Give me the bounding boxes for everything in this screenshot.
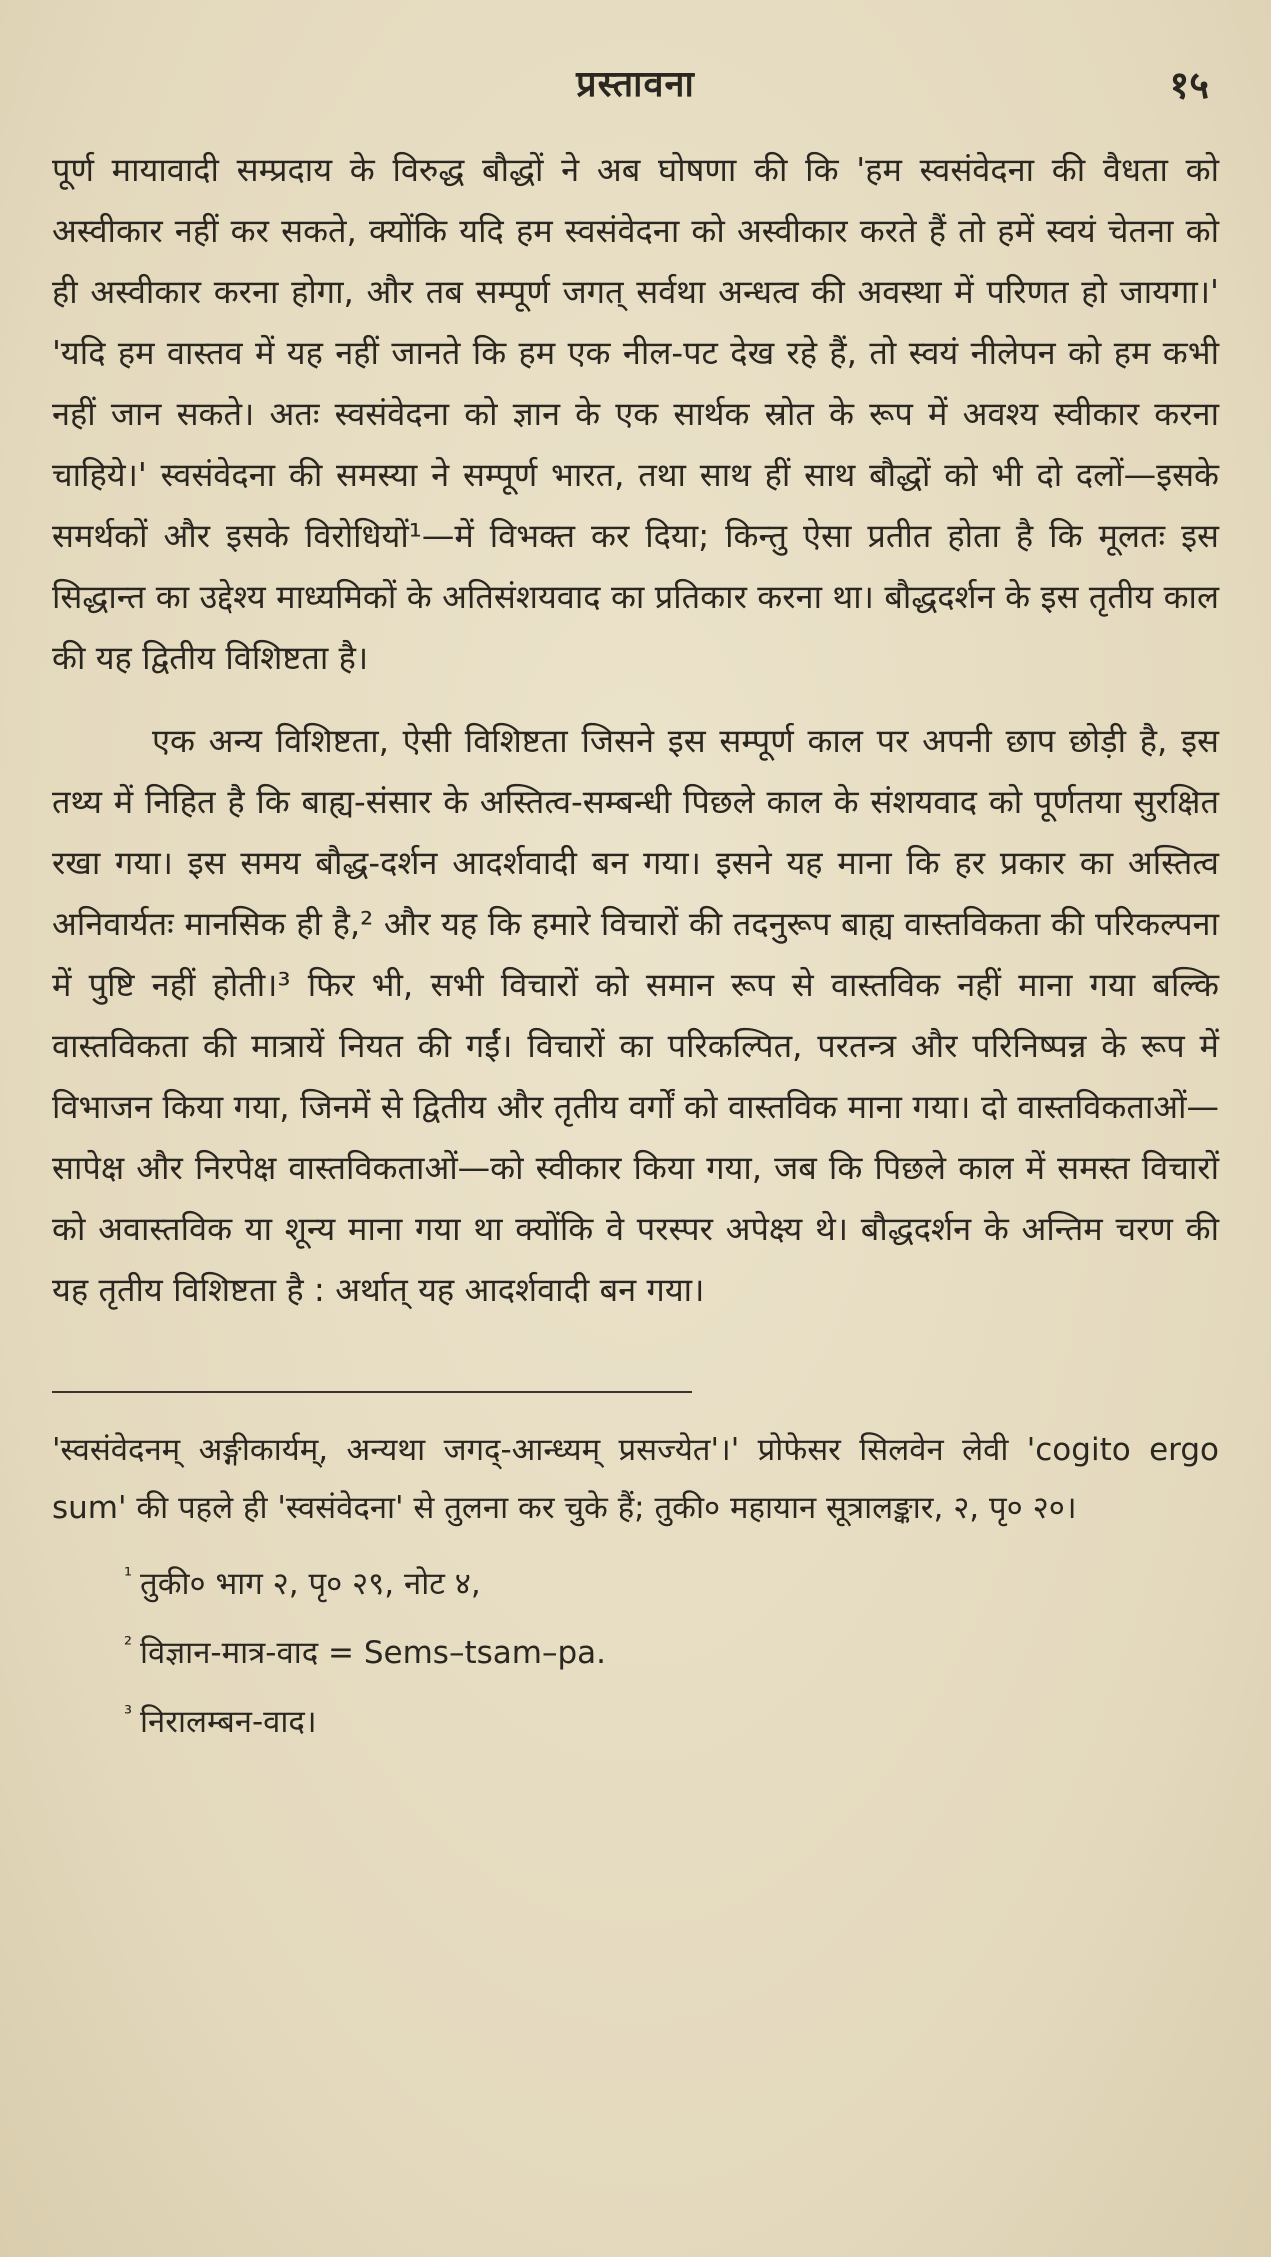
page-header [52,50,1219,120]
footnote-1-marker: ¹ [124,1563,133,1587]
footnote-main: 'स्वसंवेदनम् अङ्गीकार्यम्, अन्यथा जगद्-आन्ध्यम् प्रसज्येत'।' प्रोफेसर सिलवेन लेवी 'cogito ergo sum' की पहले ही 'स्वसंवेदना' से तुलना कर चुके हैं; तुकी० महायान सूत्रालङ्कार, २, पृ० २०। [52,1432,1219,1526]
footnote-list [52,1545,1219,1752]
footnote-3-marker: ³ [124,1701,133,1725]
footnote-3 [124,1683,1219,1752]
running-head: प्रस्तावना [576,64,695,105]
footnote-3-text: निरालम्बन-वाद। [140,1704,317,1740]
footnote-1-text: तुकी० भाग २, पृ० २९, नोट ४, [140,1566,481,1602]
body-paragraph-1: पूर्ण मायावादी सम्प्रदाय के विरुद्ध बौद्धों ने अब घोषणा की कि 'हम स्वसंवेदना की वैधता को अस्वीकार नहीं कर सकते, क्योंकि यदि हम स्वसंवेदना को अस्वीकार करते हैं तो हमें स्वयं चेतना को ही अस्वीकार करना होगा, और तब सम्पूर्ण जगत् सर्वथा अन्धत्व की अवस्था में परिणत हो जायगा।' 'यदि हम वास्तव में यह नहीं जानते कि हम एक नील-पट देख रहे हैं, तो स्वयं नीलेपन को हम कभी नहीं जान सकते। अतः स्वसंवेदना को ज्ञान के एक सार्थक स्रोत के रूप में अवश्य स्वीकार करना चाहिये।' स्वसंवेदना की समस्या ने सम्पूर्ण भारत, तथा साथ हीं साथ बौद्धों को भी दो दलों—इसके समर्थकों और इसके विरोधियों¹—में विभक्त कर दिया; किन्तु ऐसा प्रतीत होता है कि मूलतः इस सिद्धान्त का उद्देश्य माध्यमिकों के अतिसंशयवाद का प्रतिकार करना था। बौद्धदर्शन के इस तृतीय काल की यह द्वितीय विशिष्टता है। [52,151,1219,677]
footnote-2 [124,1614,1219,1683]
footnote-2-text: विज्ञान-मात्र-वाद = Sems–tsam–pa. [140,1635,606,1671]
footnote-divider [52,1391,692,1393]
page-number: १५ [1169,63,1209,107]
footnote-2-marker: ² [124,1632,133,1656]
body-paragraph-2: एक अन्य विशिष्टता, ऐसी विशिष्टता जिसने इस सम्पूर्ण काल पर अपनी छाप छोड़ी है, इस तथ्य में निहित है कि बाह्य-संसार के अस्तित्व-सम्बन्धी पिछले काल के संशयवाद को पूर्णतया सुरक्षित रखा गया। इस समय बौद्ध-दर्शन आदर्शवादी बन गया। इसने यह माना कि हर प्रकार का अस्तित्व अनिवार्यतः मानसिक ही है,² और यह कि हमारे विचारों की तदनुरूप बाह्य वास्तविकता की परिकल्पना में पुष्टि नहीं होती।³ फिर भी, सभी विचारों को समान रूप से वास्तविक नहीं माना गया बल्कि वास्तविकता की मात्रायें नियत की गईं। विचारों का परिकल्पित, परतन्त्र और परिनिष्पन्न के रूप में विभाजन किया गया, जिनमें से द्वितीय और तृतीय वर्गों को वास्तविक माना गया। दो वास्तविकताओं—सापेक्ष और निरपेक्ष वास्तविकताओं—को स्वीकार किया गया, जब कि पिछले काल में समस्त विचारों को अवास्तविक या शून्य माना गया था क्योंकि वे परस्पर अपेक्ष्य थे। बौद्धदर्शन के अन्तिम चरण की यह तृतीय विशिष्टता है : अर्थात् यह आदर्शवादी बन गया। [52,722,1219,1309]
footnote-1 [124,1545,1219,1614]
